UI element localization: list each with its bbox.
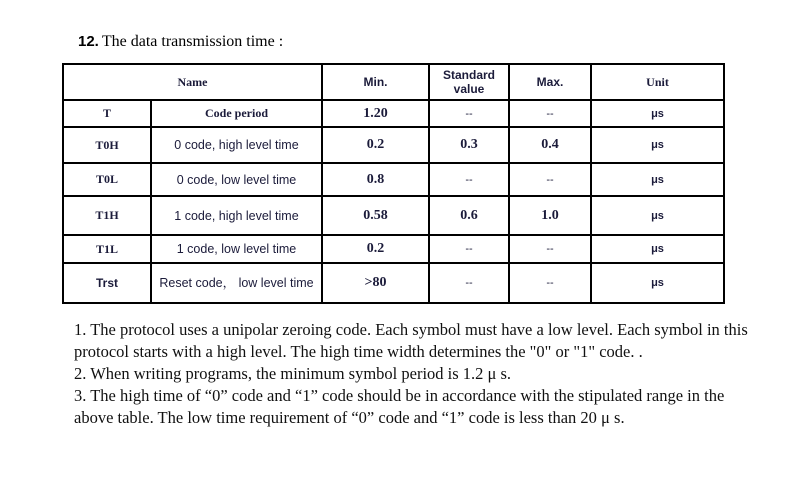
- row-unit: μs: [591, 127, 724, 163]
- header-name: Name: [63, 64, 322, 100]
- table-row: [63, 100, 724, 127]
- row-unit: μs: [591, 163, 724, 196]
- row-name: Reset code， low level time: [151, 263, 322, 303]
- table-row: [63, 235, 724, 263]
- row-name: Code period: [151, 100, 322, 127]
- row-min: 1.20: [322, 100, 429, 127]
- row-name: 0 code, high level time: [151, 127, 322, 163]
- row-standard: --: [429, 263, 509, 303]
- notes: [74, 319, 754, 429]
- row-standard: 0.3: [429, 127, 509, 163]
- row-unit: μs: [591, 263, 724, 303]
- row-symbol: T1L: [63, 235, 151, 263]
- row-symbol: T1H: [63, 196, 151, 235]
- row-min: 0.2: [322, 127, 429, 163]
- header-standard: Standard value: [429, 64, 509, 100]
- table-row: [63, 127, 724, 163]
- row-max: --: [509, 263, 591, 303]
- row-symbol: T: [63, 100, 151, 127]
- table-row: [63, 263, 724, 303]
- row-symbol: T0L: [63, 163, 151, 196]
- row-name: 0 code, low level time: [151, 163, 322, 196]
- row-min: >80: [322, 263, 429, 303]
- row-unit: μs: [591, 100, 724, 127]
- header-unit: Unit: [591, 64, 724, 100]
- note-2: 2. When writing programs, the minimum symbol period is 1.2 μ s.: [74, 364, 512, 383]
- row-name: 1 code, low level time: [151, 235, 322, 263]
- table-header-row: [63, 64, 724, 100]
- row-min: 0.8: [322, 163, 429, 196]
- row-unit: μs: [591, 235, 724, 263]
- row-max: --: [509, 235, 591, 263]
- row-max: 1.0: [509, 196, 591, 235]
- row-symbol: Trst: [63, 263, 151, 303]
- section-number: 12.: [78, 33, 99, 50]
- row-min: 0.2: [322, 235, 429, 263]
- row-name: 1 code, high level time: [151, 196, 322, 235]
- row-min: 0.58: [322, 196, 429, 235]
- row-max: --: [509, 163, 591, 196]
- table-row: [63, 163, 724, 196]
- section-heading: [78, 33, 283, 51]
- row-standard: --: [429, 235, 509, 263]
- header-min: Min.: [322, 64, 429, 100]
- section-title: The data transmission time :: [101, 33, 284, 50]
- row-unit: μs: [591, 196, 724, 235]
- row-standard: --: [429, 100, 509, 127]
- timing-table: [62, 63, 725, 304]
- row-max: 0.4: [509, 127, 591, 163]
- row-standard: --: [429, 163, 509, 196]
- note-3: 3. The high time of “0” code and “1” code should be in accordance with the stipulated range in the above table. The low time requirement of “0” code and “1” code is less than 20 μ s.: [74, 386, 725, 427]
- row-standard: 0.6: [429, 196, 509, 235]
- note-1: 1. The protocol uses a unipolar zeroing code. Each symbol must have a low level. Each symbol in this protocol starts with a high level. The high time width determines the "0" or "1" code. .: [74, 320, 748, 361]
- row-symbol: T0H: [63, 127, 151, 163]
- table-row: [63, 196, 724, 235]
- header-max: Max.: [509, 64, 591, 100]
- row-max: --: [509, 100, 591, 127]
